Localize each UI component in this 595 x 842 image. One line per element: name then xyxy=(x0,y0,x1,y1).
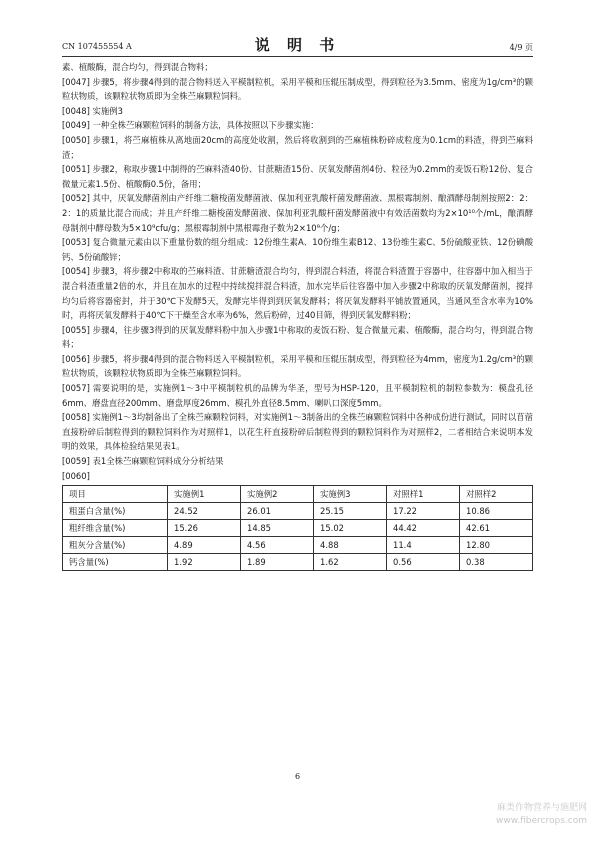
table-cell: 0.38 xyxy=(460,554,533,571)
watermark xyxy=(496,802,587,828)
table-cell: 42.61 xyxy=(460,520,533,537)
table-cell: 24.52 xyxy=(168,503,241,520)
table-cell: 粗灰分含量(%) xyxy=(63,537,168,554)
table-row xyxy=(63,537,533,554)
paragraph: [0058] 实施例1～3均制备出了全株苎麻颗粒饲料，对实施例1～3制备出的全株苎麻颗粒饲料中各种成份进行测试，同时以苜蓿直接粉碎后制粒得到的颗粒饲料作为对照样1，以花生秆直接粉碎后制粒得到的颗粒饲料作为对照样2，二者相结合来说明本发明的效果，具体检验结果见表1。 xyxy=(62,412,533,452)
table-cell: 17.22 xyxy=(387,503,460,520)
table-cell: 钙含量(%) xyxy=(63,554,168,571)
table-cell: 0.56 xyxy=(387,554,460,571)
watermark-line: www.fibercrops.com xyxy=(496,816,587,826)
paragraph: [0047] 步骤5，将步骤4得到的混合物料送入平模制粒机，采用平模和压辊压制成型，得到粒径为3.5mm、密度为1g/cm³的颗粒状物质，该颗粒状物质即为全株苎麻颗粒饲料。 xyxy=(62,76,533,102)
paragraph: [0053] 复合微量元素由以下重量份数的组分组成：12份维生素A、10份维生素B12、13份维生素C、5份硫酸亚铁、12份碘酸钙、5份硫酸锌； xyxy=(62,237,533,262)
paragraph: [0049] 一种全株苎麻颗粒饲料的制备方法，具体按照以下步骤实施： xyxy=(62,120,319,131)
table-header-cell: 对照样2 xyxy=(460,486,533,503)
watermark-line: 麻类作物营养与施肥网 xyxy=(496,803,587,813)
table-cell: 25.15 xyxy=(314,503,387,520)
table-header-cell: 对照样1 xyxy=(387,486,460,503)
paragraph: [0057] 需要说明的是，实施例1～3中平模制粒机的品牌为华圣，型号为HSP-120，且平模制粒机的制粒参数为：模盘孔径6mm、磨盘直径200mm、磨盘厚度26mm、模孔外直径8.5mm、喇叭口深度5mm。 xyxy=(62,383,533,408)
table-cell: 4.56 xyxy=(241,537,314,554)
table-header-cell: 实施例2 xyxy=(241,486,314,503)
table-header-cell: 实施例1 xyxy=(168,486,241,503)
table-caption: [0059] 表1全株苎麻颗粒饲料成分分析结果 xyxy=(62,456,224,467)
table-cell: 15.26 xyxy=(168,520,241,537)
doc-title: 说 明 书 xyxy=(254,36,341,54)
composition-table xyxy=(62,485,533,571)
table-cell: 1.92 xyxy=(168,554,241,571)
table-cell: 14.85 xyxy=(241,520,314,537)
paragraph: [0051] 步骤2，称取步骤1中制得的苎麻料渣40份、甘蔗糖渣15份、厌氧发酵菌剂4份、粒径为0.2mm的麦饭石粉12份、复合微量元素1.5份、植酸酶0.5份，备用； xyxy=(62,164,533,189)
table-row xyxy=(63,520,533,537)
table-header-cell: 实施例3 xyxy=(314,486,387,503)
table-cell: 粗纤维含量(%) xyxy=(63,520,168,537)
table-cell: 4.88 xyxy=(314,537,387,554)
table-cell: 粗蛋白含量(%) xyxy=(63,503,168,520)
paragraph: [0054] 步骤3，将步骤2中称取的苎麻料渣、甘蔗糖渣混合均匀，得到混合料渣，将混合料渣置于容器中，往容器中加入相当于混合料渣重量2倍的水，并且在加水的过程中持续搅拌混合料渣，加水完毕后往容器中加入步骤2中称取的厌氧发酵菌剂，搅拌均匀后将容器密封，并于30℃下发酵5天，发酵完毕得到到厌氧发酵料；将厌氧发酵料平铺放置通风，当通风至含水率为10%时，再将厌氧发酵料于40℃下干燥至含水率为6%，然后粉碎，过40目筛，得到厌氧发酵料粉； xyxy=(62,266,533,321)
paragraph: [0052] 其中，厌氧发酵菌剂由产纤维二糖梭菌发酵菌液、保加利亚乳酸杆菌发酵菌液、黑根霉制剂、酿酒酵母制剂按照2：2：2：1的质量比混合而成；并且产纤维二糖梭菌发酵菌液、保加利亚乳酸杆菌发酵菌液中有效活菌数均为2×10¹⁰个/mL，酿酒酵母制剂中酵母数为5×10⁹cfu/g；黑根霉制剂中黑根霉孢子数为2×10⁹个/g； xyxy=(62,193,533,233)
table-cell: 26.01 xyxy=(241,503,314,520)
paragraph: [0056] 步骤5，将步骤4得到的混合物料送入平模制粒机，采用平模和压辊压制成型，得到粒径为4mm，密度为1.2g/cm³的颗粒状物质，该颗粒状物质即为全株苎麻颗粒饲料。 xyxy=(62,353,533,379)
table-cell: 10.86 xyxy=(460,503,533,520)
table-cell: 12.80 xyxy=(460,537,533,554)
table-cell: 11.4 xyxy=(387,537,460,554)
table-row xyxy=(63,503,533,520)
table-row xyxy=(63,554,533,571)
paragraph: 素、植酸酶，混合均匀，得到混合物料； xyxy=(62,62,213,72)
table-header-cell: 项目 xyxy=(63,486,168,503)
header-divider xyxy=(62,56,533,57)
page-number: 6 xyxy=(294,772,301,781)
page-ref: 4/9 页 xyxy=(509,43,533,52)
paragraph: [0055] 步骤4，往步骤3得到的厌氧发酵料粉中加入步骤1中称取的麦饭石粉、复合微量元素、植酸酶，混合均匀，得到混合物料； xyxy=(62,324,533,350)
table-cell: 1.89 xyxy=(241,554,314,571)
paragraph: [0060] xyxy=(62,470,90,481)
document-body xyxy=(62,60,533,571)
paragraph: [0048] 实施例3 xyxy=(62,105,123,116)
table-cell: 44.42 xyxy=(387,520,460,537)
doc-number: CN 107455554 A xyxy=(62,42,132,51)
table-header-row xyxy=(63,486,533,503)
table-cell: 4.89 xyxy=(168,537,241,554)
paragraph: [0050] 步骤1，将苎麻植株从离地面20cm的高度处收割，然后将收割到的苎麻植株粉碎成粒度为0.1cm的料渣，得到苎麻料渣； xyxy=(62,134,533,160)
page-header xyxy=(62,34,533,54)
table-cell: 15.02 xyxy=(314,520,387,537)
table-cell: 1.62 xyxy=(314,554,387,571)
